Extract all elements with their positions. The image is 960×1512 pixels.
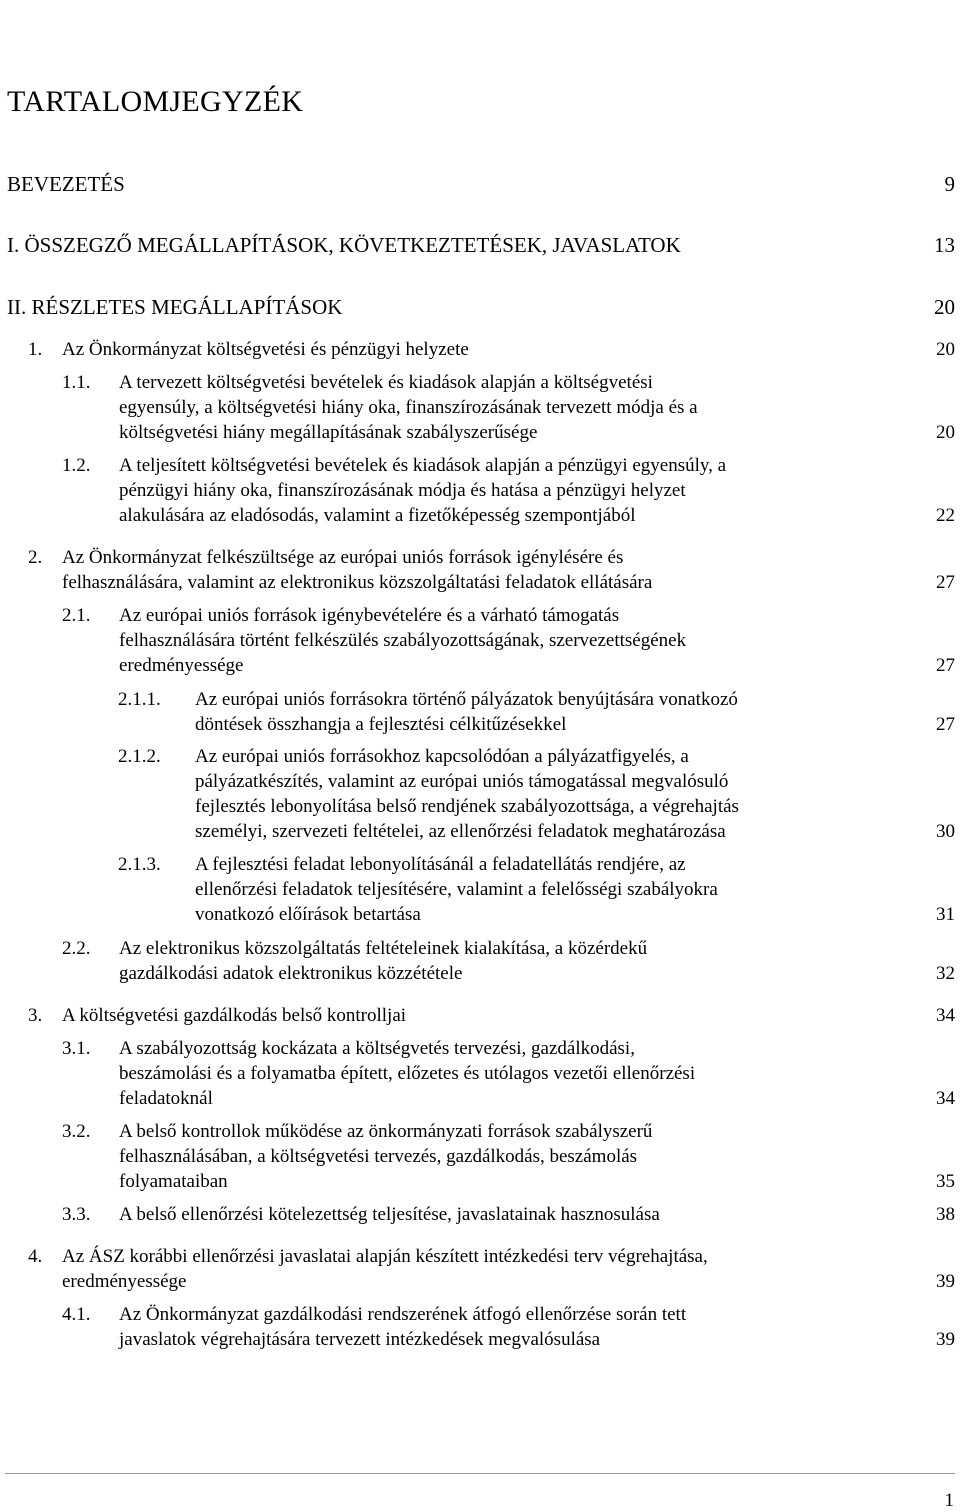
- toc-entry-title: A szabályozottság kockázata a költségvetés tervezési, gazdálkodási, beszámolási és a folyamatba épített, előzetes és utólagos vezetői ellenőrzési feladatoknál: [119, 1038, 696, 1109]
- toc-entry-title: A belső kontrollok működése az önkormányzati források szabályszerű felhasználásában, a költségvetési tervezés, gazdálkodás, beszámolás folyamataiban: [119, 1121, 653, 1192]
- toc-entry-page: 27: [936, 714, 955, 735]
- toc-entry: [62, 1302, 955, 1352]
- toc-entry-title: A fejlesztési feladat lebonyolításánál a feladatellátás rendjére, az ellenőrzési feladatok teljesítésére, valamint a felelősségi szabályokra vonatkozó előírások betartása: [195, 854, 718, 925]
- toc-entry-number: 3.2.: [62, 1121, 91, 1142]
- toc-entry-title: Az Önkormányzat felkészültsége az európai uniós források igénylésére és felhasználására, valamint az elektronikus közszolgáltatási feladatok ellátására: [62, 547, 653, 593]
- toc-entry-title: Az európai uniós forrásokra történő pályázatok benyújtására vonatkozó döntések összhangja a fejlesztési célkitűzésekkel: [195, 689, 738, 735]
- toc-entry-title: A költségvetési gazdálkodás belső kontrolljai: [62, 1005, 407, 1026]
- toc-entry-number: 2.: [28, 547, 43, 568]
- toc-entry-title: Az ÁSZ korábbi ellenőrzési javaslatai alapján készített intézkedési terv végrehajtása, eredményessége: [62, 1246, 708, 1292]
- toc-entry-number: 2.2.: [62, 938, 91, 959]
- toc-entry-page: 9: [944, 172, 955, 196]
- toc-entry-title: I. ÖSSZEGZŐ MEGÁLLAPÍTÁSOK, KÖVETKEZTETÉSEK, JAVASLATOK: [7, 233, 681, 257]
- toc-entry-page: 31: [936, 904, 955, 925]
- toc-entry: [7, 232, 955, 258]
- toc-entry-page: 30: [936, 821, 955, 842]
- toc-entry: [62, 936, 955, 986]
- toc-entry-title: Az elektronikus közszolgáltatás feltételeinek kialakítása, a közérdekű gazdálkodási adatok elektronikus közzététele: [119, 938, 648, 984]
- toc-entry: [62, 1202, 955, 1227]
- toc-entry-title: BEVEZETÉS: [7, 172, 125, 196]
- toc-entry-title: II. RÉSZLETES MEGÁLLAPÍTÁSOK: [7, 295, 343, 319]
- toc-entry-number: 2.1.2.: [118, 746, 161, 767]
- toc-entry: [28, 545, 955, 595]
- toc-entry-page: 39: [936, 1329, 955, 1350]
- toc-entry-number: 3.3.: [62, 1204, 91, 1225]
- toc-entry-page: 27: [936, 655, 955, 676]
- toc-entry: [62, 1036, 955, 1111]
- toc-entry-page: 20: [934, 295, 955, 319]
- toc-entry-number: 1.2.: [62, 455, 91, 476]
- toc-entry: [62, 603, 955, 678]
- page-number: 1: [944, 1490, 954, 1511]
- toc-entry-title: Az Önkormányzat költségvetési és pénzügyi helyzete: [62, 339, 469, 360]
- toc-entry-page: 22: [936, 505, 955, 526]
- toc-entry-page: 34: [936, 1088, 955, 1109]
- toc-entry-page: 32: [936, 963, 955, 984]
- toc-entry-number: 2.1.3.: [118, 854, 161, 875]
- toc-entry-page: 20: [936, 339, 955, 360]
- toc-entry-page: 34: [936, 1005, 955, 1026]
- document-title: TARTALOMJEGYZÉK: [7, 85, 304, 118]
- toc-entry-page: 39: [936, 1271, 955, 1292]
- toc-entry: [118, 687, 955, 737]
- footer-divider: [5, 1473, 955, 1474]
- toc-entry-title: Az európai uniós források igénybevételére és a várható támogatás felhasználására történt felkészülés szabályozottságának, szervezettségének eredményessége: [119, 605, 687, 676]
- toc-entry-number: 2.1.: [62, 605, 91, 626]
- toc-entry-title: A tervezett költségvetési bevételek és kiadások alapján a költségvetési egyensúly, a költségvetési hiány oka, finanszírozásának tervezett módja és a költségvetési hiány megállapításának szabályszerűsége: [119, 372, 698, 443]
- toc-entry-number: 4.1.: [62, 1304, 91, 1325]
- toc-entry: [28, 1244, 955, 1294]
- toc-entry: [7, 294, 955, 320]
- toc-entry-number: 3.1.: [62, 1038, 91, 1059]
- toc-entry-page: 27: [936, 572, 955, 593]
- toc-entry-page: 38: [936, 1204, 955, 1225]
- toc-entry: [62, 370, 955, 445]
- toc-entry: [28, 1003, 955, 1028]
- toc-entry-page: 13: [934, 233, 955, 257]
- toc-entry: [62, 1119, 955, 1194]
- toc-entry: [28, 337, 955, 362]
- toc-entry: [118, 744, 955, 844]
- toc-entry-title: Az Önkormányzat gazdálkodási rendszerének átfogó ellenőrzése során tett javaslatok végrehajtására tervezett intézkedések megvalósulása: [119, 1304, 687, 1350]
- toc-entry-number: 1.: [28, 339, 43, 360]
- toc-entry-number: 2.1.1.: [118, 689, 161, 710]
- toc-entry-title: A teljesített költségvetési bevételek és kiadások alapján a pénzügyi egyensúly, a pénzügyi hiány oka, finanszírozásának módja és hatása a pénzügyi helyzet alakulására az eladósodás, valamint a fizetőképesség szempontjából: [119, 455, 727, 526]
- toc-entry-page: 20: [936, 422, 955, 443]
- toc-entry-page: 35: [936, 1171, 955, 1192]
- toc-entry-title: Az európai uniós forrásokhoz kapcsolódóan a pályázatfigyelés, a pályázatkészítés, valamint az európai uniós támogatással megvalósuló fejlesztés lebonyolítása belső rendjének szabályozottsága, a végrehajtás személyi, szervezeti feltételei, az ellenőrzési feladatok meghatározása: [195, 746, 739, 842]
- toc-entry: [7, 171, 955, 197]
- toc-entry-number: 4.: [28, 1246, 43, 1267]
- toc-entry: [118, 852, 955, 927]
- toc-entry-number: 1.1.: [62, 372, 91, 393]
- toc-entry: [62, 453, 955, 528]
- toc-entry-title: A belső ellenőrzési kötelezettség teljesítése, javaslatainak hasznosulása: [119, 1204, 660, 1225]
- toc-entry-number: 3.: [28, 1005, 43, 1026]
